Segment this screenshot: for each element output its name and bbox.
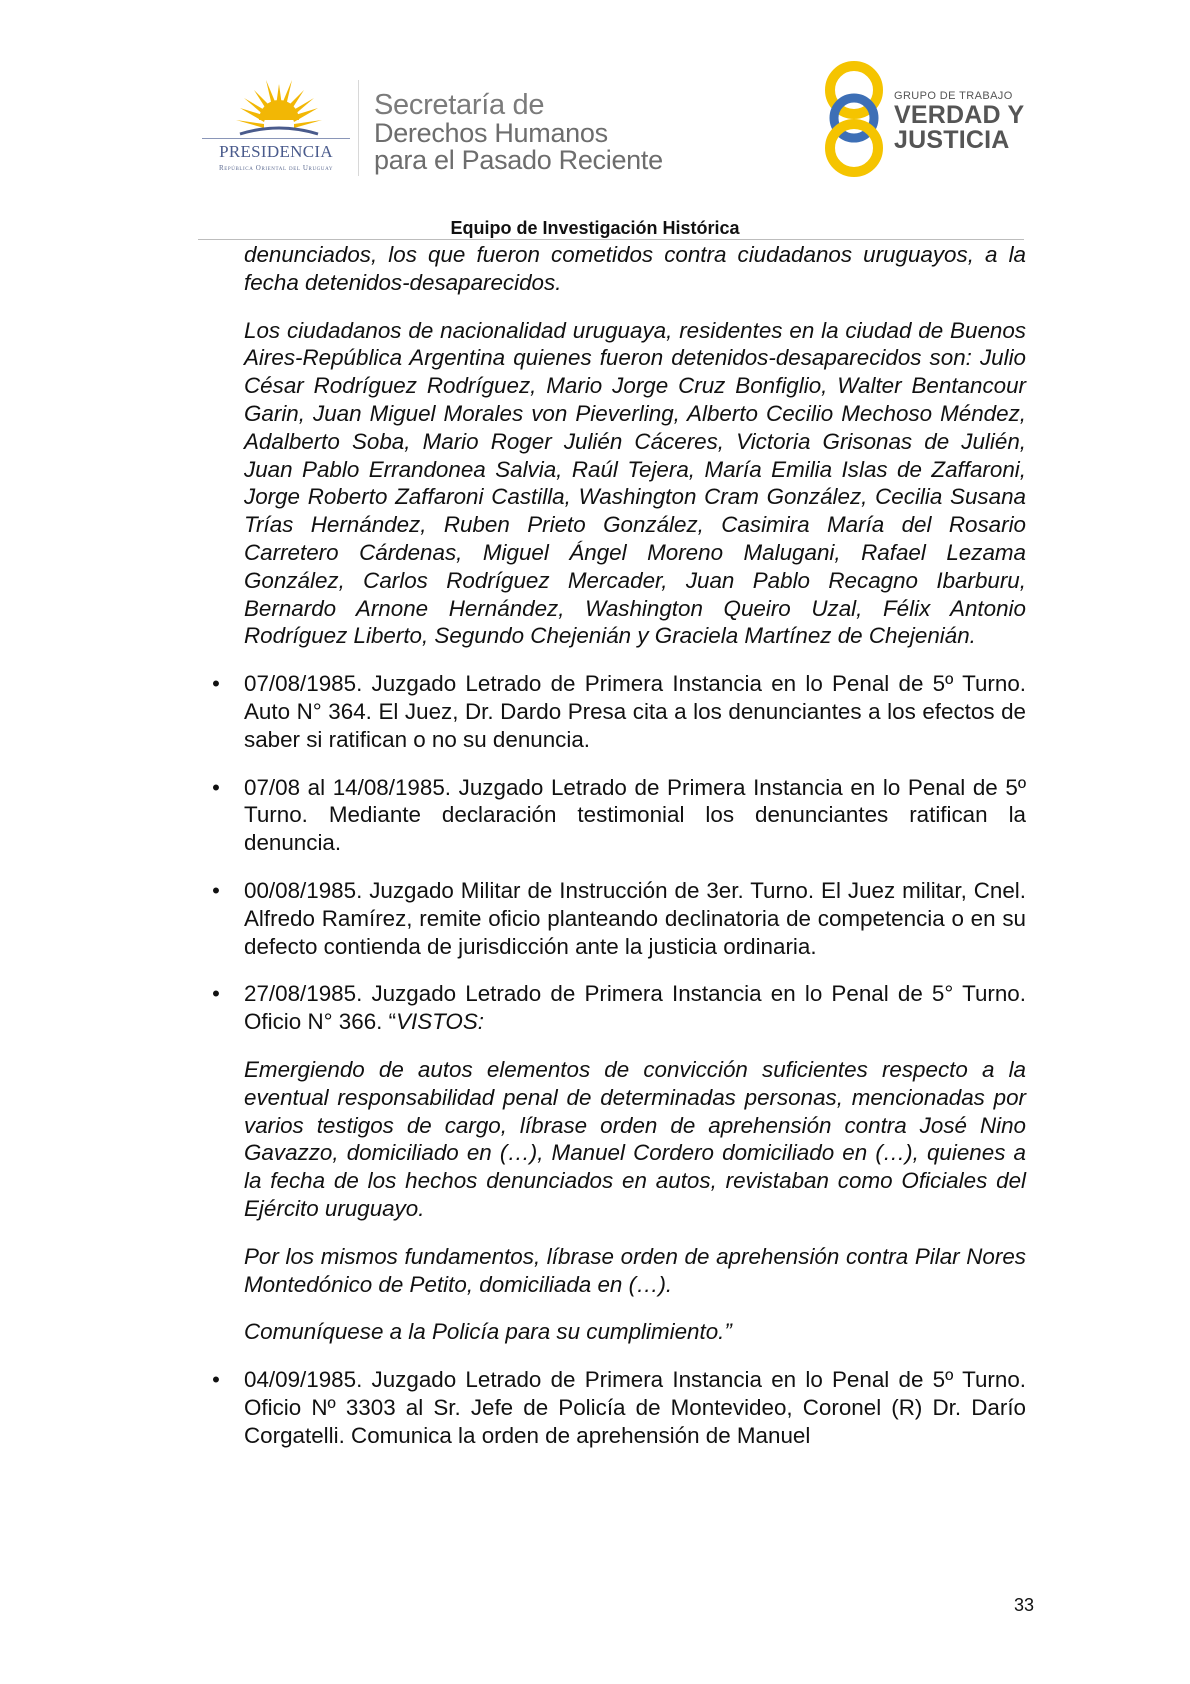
list-item (212, 980, 1026, 1346)
page-number: 33 (1013, 1595, 1034, 1615)
verdad-label: VERDAD Y (894, 101, 1025, 129)
presidencia-subtitle: República Oriental del Uruguay (218, 164, 334, 172)
bullet-icon: • (212, 1367, 220, 1393)
secretaria-line-1: Secretaría de (374, 89, 545, 121)
presidencia-rule (202, 138, 350, 139)
paragraph-disappeared-list: Los ciudadanos de nacionalidad uruguaya, residentes en la ciudad de Buenos Aires-República Argentina quienes fueron detenidos-desaparecidos son: Julio César Rodríguez Rodríguez, Mario Jorge Cruz Bonfiglio, Walter Bentancour Garin, Juan Miguel Morales von Pieverling, Alberto Cecilio Mechoso Méndez, Adalberto Soba, Mario Roger Julién Cáceres, Victoria Grisonas de Julién, Juan Pablo Errandonea Salvia, Raúl Tejera, María Emilia Islas de Zaffaroni, Jorge Roberto Zaffaroni Castilla, Washington Cram González, Cecilia Susana Trías Hernández, Ruben Prieto González, Casimira María del Rosario Carretero Cárdenas, Miguel Ángel Moreno Malugani, Rafael Lezama González, Carlos Rodríguez Mercader, Juan Pablo Recagno Ibarburu, Bernardo Arnone Hernández, Washington Queiro Uzal, Félix Antonio Rodríguez Liberto, Segundo Chejenián y Graciela Martínez de Chejenián. (244, 317, 1026, 649)
bullet-icon: • (212, 981, 220, 1007)
list-item-text: 07/08/1985. Juzgado Letrado de Primera Instancia en lo Penal de 5º Turno. Auto N° 364. El Juez, Dr. Dardo Presa cita a los denunciantes a los efectos de saber si ratifican o no su denuncia. (244, 671, 1026, 752)
secretaria-line-3: para el Pasado Reciente (374, 145, 663, 175)
list-item (212, 774, 1026, 857)
list-item-text (244, 774, 1026, 857)
list-item-text (244, 980, 1026, 1036)
document-body (212, 241, 1026, 1449)
header-rule (198, 239, 1024, 240)
linked-rings-icon (822, 58, 886, 180)
verdad-justicia-logo (822, 58, 1032, 183)
sun-emblem-icon (234, 76, 324, 142)
item-lead: 27/08/1985. Juzgado Letrado de Primera Instancia en lo Penal de 5° Turno. Oficio N° 366. “ (244, 981, 1026, 1035)
bullet-icon: • (212, 877, 220, 903)
header-title: Equipo de Investigación Histórica (450, 218, 740, 238)
justicia-label: JUSTICIA (894, 126, 1010, 154)
paragraph-intro-1: denunciados, los que fueron cometidos contra ciudadanos uruguayos, a la fecha detenidos-desaparecidos. (244, 242, 1026, 295)
quote-paragraph-1: Emergiendo de autos elementos de convicción suficientes respecto a la eventual responsabilidad penal de determinadas personas, mencionadas por varios testigos de cargo, líbrase orden de aprehensión contra José Nino Gavazzo, domiciliado en (…), Manuel Cordero domiciliado en (…), quienes a la fecha de los hechos denunciados en autos, revistaban como Oficiales del Ejército uruguayo. (244, 1056, 1026, 1221)
bullet-icon: • (212, 671, 220, 697)
bullet-icon: • (212, 774, 220, 800)
list-item-text: 00/08/1985. Juzgado Militar de Instrucción de 3er. Turno. El Juez militar, Cnel. Alfredo Ramírez, remite oficio planteando declinatoria de competencia o en su defecto contienda de jurisdicción ante la justicia ordinaria. (244, 877, 1026, 959)
quote-paragraph-2: Por los mismos fundamentos, líbrase orden de aprehensión contra Pilar Nores Montedónico de Petito, domiciliada en (…). (244, 1243, 1026, 1297)
item-text-rest: . Juzgado Letrado de Primera Instancia en lo Penal de 5º Turno. Mediante declaración testimonial los denunciantes ratifican la denuncia. (244, 774, 1026, 856)
vistos-label: VISTOS: (396, 1009, 484, 1035)
list-item (212, 670, 1026, 753)
secretaria-line-2: Derechos Humanos (374, 118, 608, 148)
logo-divider (358, 80, 359, 176)
item-date: 07/08 al 14/08/1985 (244, 774, 445, 800)
verdad-justicia-text (894, 90, 1032, 153)
grupo-label: GRUPO DE TRABAJO (894, 90, 1013, 102)
quote-paragraph-3: Comuníquese a la Policía para su cumplimiento.” (244, 1319, 732, 1345)
secretaria-logo (374, 90, 714, 174)
list-item (212, 877, 1026, 960)
presidencia-name: PRESIDENCIA (219, 142, 333, 161)
list-item-text: 04/09/1985. Juzgado Letrado de Primera Instancia en lo Penal de 5º Turno. Oficio Nº 3303 al Sr. Jefe de Policía de Montevideo, Coronel (R) Dr. Darío Corgatelli. Comunica la orden de aprehensión de Manuel (244, 1367, 1026, 1448)
presidencia-logo (196, 76, 356, 176)
list-item (212, 1366, 1026, 1449)
